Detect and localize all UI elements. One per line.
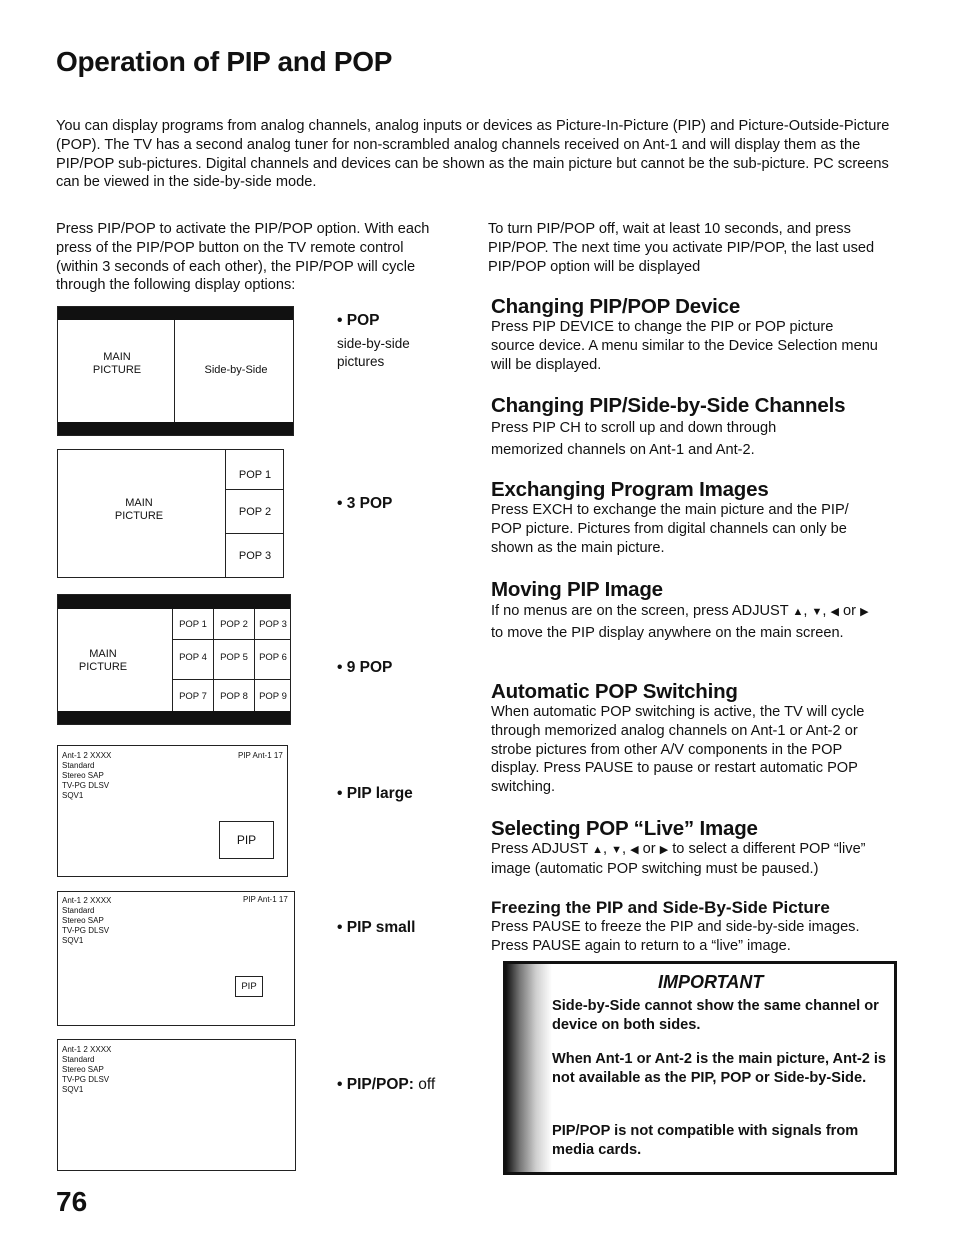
pop-3-label: POP 3 [259, 619, 287, 630]
pop-5-label: POP 5 [220, 652, 248, 663]
pop-8-label: POP 8 [220, 691, 248, 702]
page-number: 76 [56, 1186, 88, 1217]
bottom-bar [58, 711, 290, 724]
pop-side-by-side-diagram [57, 306, 294, 436]
top-bar [58, 595, 290, 609]
pop3-diagram [57, 449, 284, 578]
divider [225, 533, 283, 534]
section-text: Press PIP DEVICE to change the PIP or POP picture source device. A menu similar to the Device Selection menu will be displayed. [491, 319, 878, 373]
pop-4-label: POP 4 [179, 652, 207, 663]
text-part: to move the PIP display anywhere on the main screen. [491, 624, 844, 641]
right-intro-paragraph: To turn PIP/POP off, wait at least 10 seconds, and press PIP/POP. The next time you activate PIP/POP, the last used PIP/POP option will be displayed [488, 221, 875, 275]
section-text: Press ADJUST ▲, ▼, ◀ or ▶ to select a different POP “live” image (automatic POP switching must be paused.) [491, 841, 866, 877]
text-part: to select a different POP “live” image (automatic POP switching must be paused.) [491, 841, 866, 877]
section-heading: Automatic POP Switching [491, 680, 738, 703]
pop-6-label: POP 6 [259, 652, 287, 663]
section-text: If no menus are on the screen, press ADJUST ▲, ▼, ◀ or ▶ to move the PIP display anywhere on the main screen. [491, 603, 869, 641]
side-by-side-label: Side-by-Side [204, 364, 268, 376]
osd-channel-info: Ant-1 2 XXXX Standard Stereo SAP TV-PG DLSV SQV1 [62, 1045, 112, 1094]
section-text: Press PIP CH to scroll up and down through memorized channels on Ant-1 and Ant-2. [491, 420, 777, 458]
section-exchanging-images [491, 479, 891, 557]
divider [225, 489, 283, 490]
intro-paragraph: You can display programs from analog channels, analog inputs or devices as Picture-In-Picture (PIP) and Picture-Outside-Picture (POP). The TV has a second analog tuner for non-scrambled analog channels received on Ant-1 and will display them as the PIP/POP sub-pictures. Digital channels and devices can be shown as the main picture but cannot be the sub-picture. PC screens can be viewed in the side-by-side mode. [56, 118, 890, 191]
section-selecting-live [491, 818, 891, 879]
bottom-bar [58, 422, 293, 435]
section-text: When automatic POP switching is active, the TV will cycle through memorized analog channels on Ant-1 or Ant-2 or strobe pictures from other A/V components in the POP display. Press PAUSE to pause or restart automatic POP switching. [491, 704, 865, 796]
important-note-3: PIP/POP is not compatible with signals from media cards. [552, 1123, 859, 1158]
divider [172, 679, 290, 680]
important-notice-box [503, 961, 897, 1175]
divider [172, 639, 290, 640]
osd-channel-info: Ant-1 2 XXXX Standard Stereo SAP TV-PG DLSV SQV1 [62, 751, 112, 800]
down-arrow-icon: ▼ [811, 606, 823, 618]
section-freezing [491, 898, 891, 956]
left-arrow-icon: ◀ [830, 606, 839, 618]
pop-9-label: POP 9 [259, 691, 287, 702]
pip-small-diagram [57, 891, 295, 1026]
osd-channel-info: Ant-1 2 XXXX Standard Stereo SAP TV-PG DLSV SQV1 [62, 896, 112, 945]
section-changing-device [491, 296, 891, 374]
pop-3-label: POP 3 [238, 550, 272, 562]
option-pop-sublabel: side-by-side pictures [337, 336, 410, 369]
section-heading: Exchanging Program Images [491, 478, 769, 501]
up-arrow-icon: ▲ [792, 606, 804, 618]
option-pip-large-label: • PIP large [337, 785, 413, 802]
down-arrow-icon: ▼ [611, 844, 622, 856]
text-part: or [642, 841, 656, 857]
option-pip-small-label: • PIP small [337, 919, 416, 936]
pip-off-diagram [57, 1039, 296, 1171]
section-moving-pip [491, 579, 891, 643]
section-text: Press PAUSE to freeze the PIP and side-by-side images. Press PAUSE again to return to a “live” image. [491, 919, 860, 954]
main-picture-label: MAIN PICTURE [114, 497, 164, 522]
left-intro-paragraph: Press PIP/POP to activate the PIP/POP option. With each press of the PIP/POP button on the TV remote control (within 3 seconds of each other), the PIP/POP will cycle through the following display options: [56, 221, 430, 294]
option-9pop-label: • 9 POP [337, 659, 393, 676]
page-title: Operation of PIP and POP [56, 46, 393, 77]
option-3pop-label: • 3 POP [337, 495, 393, 512]
pip-window: PIP [235, 976, 263, 997]
section-changing-channels [491, 395, 911, 461]
important-note-2: When Ant-1 or Ant-2 is the main picture, Ant-2 is not available as the PIP, POP or Side-by-Side. [552, 1051, 887, 1086]
divider [174, 320, 175, 422]
section-heading: Moving PIP Image [491, 578, 663, 601]
pop9-diagram [57, 594, 291, 725]
pop-1-label: POP 1 [238, 469, 272, 481]
main-picture-label: MAIN PICTURE [78, 648, 128, 673]
section-heading: Freezing the PIP and Side-By-Side Picture [491, 898, 830, 917]
option-pip-off-value: off [418, 1076, 436, 1093]
text-part: Press ADJUST [491, 841, 589, 857]
osd-pip-channel: PIP Ant-1 17 [238, 751, 283, 760]
pop-1-label: POP 1 [179, 619, 207, 630]
important-note-1: Side-by-Side cannot show the same channel or device on both sides. [552, 998, 879, 1033]
pip-large-diagram [57, 745, 288, 877]
important-title: IMPORTANT [658, 972, 764, 992]
pip-window: PIP [219, 821, 274, 859]
section-text: Press EXCH to exchange the main picture and the PIP/ POP picture. Pictures from digital channels can only be shown as the main picture. [491, 502, 849, 556]
text-part: If no menus are on the screen, press ADJUST [491, 603, 789, 619]
option-pip-off-name: • PIP/POP: [337, 1076, 414, 1093]
top-bar [58, 307, 293, 320]
pop-2-label: POP 2 [220, 619, 248, 630]
section-heading: Changing PIP/Side-by-Side Channels [491, 394, 846, 417]
section-heading: Changing PIP/POP Device [491, 295, 741, 318]
main-picture-label: MAIN PICTURE [92, 351, 142, 376]
osd-pip-channel: PIP Ant-1 17 [243, 895, 288, 904]
pop-7-label: POP 7 [179, 691, 207, 702]
section-heading: Selecting POP “Live” Image [491, 817, 758, 840]
option-pip-off-label [337, 1076, 435, 1094]
pop-2-label: POP 2 [238, 506, 272, 518]
up-arrow-icon: ▲ [592, 844, 603, 856]
left-arrow-icon: ◀ [630, 844, 639, 856]
option-pop-label: • POP [337, 312, 380, 329]
right-arrow-icon: ▶ [659, 844, 669, 856]
section-automatic-pop [491, 681, 891, 797]
text-part: or [843, 603, 857, 619]
right-arrow-icon: ▶ [860, 606, 869, 618]
